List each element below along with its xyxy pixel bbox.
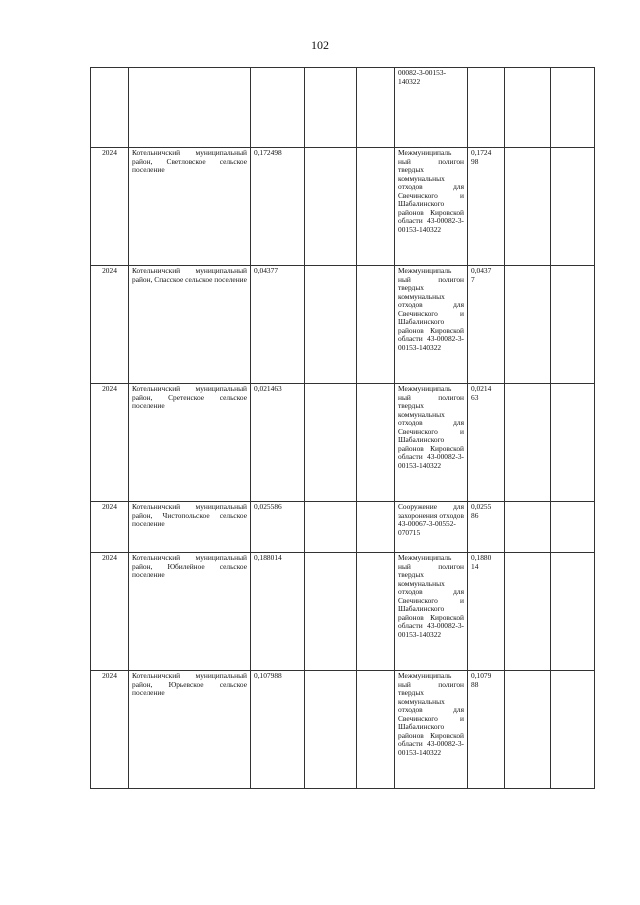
empty-cell <box>551 384 595 502</box>
empty-cell <box>505 68 551 148</box>
empty-cell <box>505 148 551 266</box>
empty-cell <box>505 266 551 384</box>
object-cell: Межмуниципаль ный полигон твердых коммунальных отходов для Свечинского и Шабалинского районов Кировской области 43-00082-3-00153-140322 <box>395 384 468 502</box>
municipality-cell: Котельничский муниципальный район, Юбилейное сельское поселение <box>129 553 251 671</box>
mass-cell: 0,1880 14 <box>468 553 505 671</box>
empty-cell <box>305 68 357 148</box>
page-number: 102 <box>311 38 329 52</box>
empty-cell <box>357 266 395 384</box>
value-cell: 0,172498 <box>251 148 305 266</box>
year-cell: 2024 <box>91 384 129 502</box>
value-cell: 0,107988 <box>251 671 305 789</box>
mass-cell: 0,1079 88 <box>468 671 505 789</box>
empty-cell <box>357 384 395 502</box>
municipality-cell: Котельничский муниципальный район, Светловское сельское поселение <box>129 148 251 266</box>
empty-cell <box>305 553 357 671</box>
year-cell: 2024 <box>91 148 129 266</box>
data-table <box>90 67 595 789</box>
empty-cell <box>551 266 595 384</box>
empty-cell <box>357 502 395 553</box>
empty-cell <box>505 384 551 502</box>
year-cell <box>91 68 129 148</box>
empty-cell <box>551 68 595 148</box>
empty-cell <box>551 671 595 789</box>
empty-cell <box>305 384 357 502</box>
object-cell: Межмуниципаль ный полигон твердых коммунальных отходов для Свечинского и Шабалинского районов Кировской области 43-00082-3-00153-140322 <box>395 671 468 789</box>
municipality-cell <box>129 68 251 148</box>
object-cell: Сооружение для захоронения отходов 43-00067-3-00552-070715 <box>395 502 468 553</box>
empty-cell <box>357 68 395 148</box>
table-row <box>91 384 595 502</box>
empty-cell <box>551 148 595 266</box>
municipality-cell: Котельничский муниципальный район, Сретенское сельское поселение <box>129 384 251 502</box>
empty-cell <box>551 553 595 671</box>
year-cell: 2024 <box>91 266 129 384</box>
empty-cell <box>551 502 595 553</box>
value-cell: 0,025586 <box>251 502 305 553</box>
table-row <box>91 148 595 266</box>
municipality-cell: Котельничский муниципальный район, Юрьевское сельское поселение <box>129 671 251 789</box>
empty-cell <box>505 502 551 553</box>
table-row <box>91 266 595 384</box>
object-cell: 00082-3-00153- 140322 <box>395 68 468 148</box>
empty-cell <box>357 148 395 266</box>
mass-cell: 0,0437 7 <box>468 266 505 384</box>
value-cell: 0,188014 <box>251 553 305 671</box>
empty-cell <box>357 671 395 789</box>
empty-cell <box>505 553 551 671</box>
empty-cell <box>357 553 395 671</box>
object-cell: Межмуниципаль ный полигон твердых коммунальных отходов для Свечинского и Шабалинского районов Кировской области 43-00082-3-00153-140322 <box>395 266 468 384</box>
year-cell: 2024 <box>91 671 129 789</box>
empty-cell <box>305 502 357 553</box>
mass-cell: 0,0255 86 <box>468 502 505 553</box>
object-cell: Межмуниципаль ный полигон твердых коммунальных отходов для Свечинского и Шабалинского районов Кировской области 43-00082-3-00153-140322 <box>395 553 468 671</box>
table-row <box>91 671 595 789</box>
mass-cell: 0,1724 98 <box>468 148 505 266</box>
table-row <box>91 553 595 671</box>
empty-cell <box>305 266 357 384</box>
empty-cell <box>305 148 357 266</box>
table-row <box>91 68 595 148</box>
empty-cell <box>505 671 551 789</box>
table-row <box>91 502 595 553</box>
year-cell: 2024 <box>91 553 129 671</box>
municipality-cell: Котельничский муниципальный район, Спасское сельское поселение <box>129 266 251 384</box>
year-cell: 2024 <box>91 502 129 553</box>
mass-cell <box>468 68 505 148</box>
value-cell <box>251 68 305 148</box>
value-cell: 0,04377 <box>251 266 305 384</box>
municipality-cell: Котельничский муниципальный район, Чистопольское сельское поселение <box>129 502 251 553</box>
object-cell: Межмуниципаль ный полигон твердых коммунальных отходов для Свечинского и Шабалинского районов Кировской области 43-00082-3-00153-140322 <box>395 148 468 266</box>
mass-cell: 0,0214 63 <box>468 384 505 502</box>
empty-cell <box>305 671 357 789</box>
value-cell: 0,021463 <box>251 384 305 502</box>
